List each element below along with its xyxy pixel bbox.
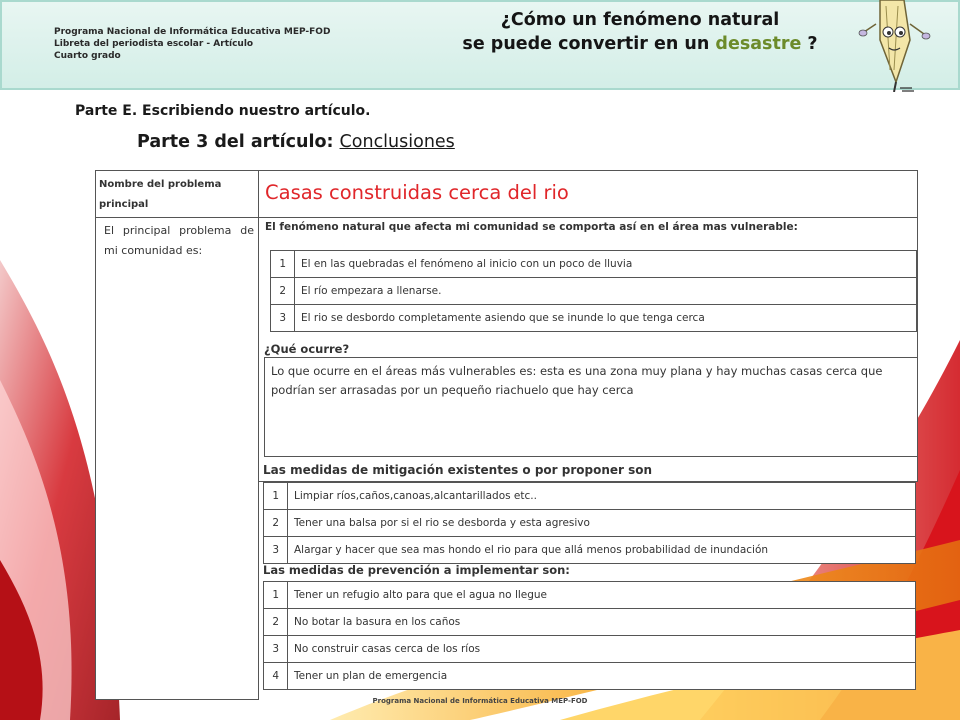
- title-line-2-post: ?: [807, 34, 818, 54]
- table-row: [264, 537, 916, 564]
- page-title: [430, 8, 850, 56]
- title-line-1: ¿Cómo un fenómeno natural: [500, 10, 780, 30]
- title-accent-word: desastre: [715, 34, 802, 54]
- main-problem-label: El principal problema de mi comunidad es:: [104, 224, 254, 257]
- part-3-section-name: Conclusiones: [339, 132, 455, 152]
- program-line-3: Cuarto grado: [54, 51, 121, 61]
- step-text: Tener un refugio alto para que el agua no llegue: [288, 582, 916, 609]
- table-row: [264, 609, 916, 636]
- problem-name-value: Casas construidas cerca del rio: [265, 181, 569, 204]
- phenomenon-label: El fenómeno natural que afecta mi comunidad se comporta así en el área mas vulnerable:: [265, 221, 798, 233]
- problem-name-label: Nombre del problema principal: [99, 179, 222, 210]
- mitigation-steps-table: [263, 482, 916, 564]
- title-line-2: [430, 32, 850, 56]
- prevention-steps-table: [263, 581, 916, 690]
- pencil-mascot-icon: [858, 0, 940, 92]
- what-happens-text: Lo que ocurre en el áreas más vulnerables es: esta es una zona muy plana y hay muchas casas cerca que podrían ser arrasadas por un pequeño riachuelo que hay cerca: [271, 364, 883, 397]
- step-number: 1: [271, 251, 295, 278]
- section-heading-part-e: Parte E. Escribiendo nuestro artículo.: [75, 103, 371, 119]
- table-row: [271, 305, 917, 332]
- program-line-1: Programa Nacional de Informática Educativa MEP-FOD: [54, 27, 331, 37]
- step-text: Tener un plan de emergencia: [288, 663, 916, 690]
- step-number: 4: [264, 663, 288, 690]
- step-text: El rio se desbordo completamente asiendo que se inunde lo que tenga cerca: [295, 305, 917, 332]
- part-3-label: Parte 3 del artículo:: [137, 132, 334, 152]
- table-row: [264, 582, 916, 609]
- step-number: 1: [264, 483, 288, 510]
- table-row: [264, 483, 916, 510]
- step-text: Limpiar ríos,caños,canoas,alcantarillados etc..: [288, 483, 916, 510]
- program-line-2: Libreta del periodista escolar - Artículo: [54, 39, 254, 49]
- mitigation-label: Las medidas de mitigación existentes o por proponer son: [263, 463, 653, 477]
- step-text: No botar la basura en los caños: [288, 609, 916, 636]
- cell-main-problem: [95, 217, 259, 700]
- step-number: 3: [271, 305, 295, 332]
- step-text: El en las quebradas el fenómeno al inicio con un poco de lluvia: [295, 251, 917, 278]
- section-heading-part-3: [137, 132, 455, 152]
- footer-text: Programa Nacional de Informática Educativa MEP-FOD: [372, 697, 588, 705]
- step-number: 2: [264, 510, 288, 537]
- table-row: [271, 278, 917, 305]
- step-number: 2: [271, 278, 295, 305]
- step-text: El río empezara a llenarse.: [295, 278, 917, 305]
- step-text: Alargar y hacer que sea mas hondo el rio para que allá menos probabilidad de inundación: [288, 537, 916, 564]
- step-number: 3: [264, 636, 288, 663]
- program-info: [54, 26, 330, 62]
- what-happens-label: ¿Qué ocurre?: [264, 342, 350, 356]
- step-text: Tener una balsa por si el rio se desborda y esta agresivo: [288, 510, 916, 537]
- title-line-2-pre: se puede convertir en un: [462, 34, 710, 54]
- step-number: 1: [264, 582, 288, 609]
- table-row: [264, 663, 916, 690]
- step-number: 2: [264, 609, 288, 636]
- step-number: 3: [264, 537, 288, 564]
- step-text: No construir casas cerca de los ríos: [288, 636, 916, 663]
- table-row: [264, 510, 916, 537]
- table-row: [264, 636, 916, 663]
- phenomenon-steps-table: [270, 250, 917, 332]
- prevention-label: Las medidas de prevención a implementar son:: [263, 563, 570, 577]
- table-row: [271, 251, 917, 278]
